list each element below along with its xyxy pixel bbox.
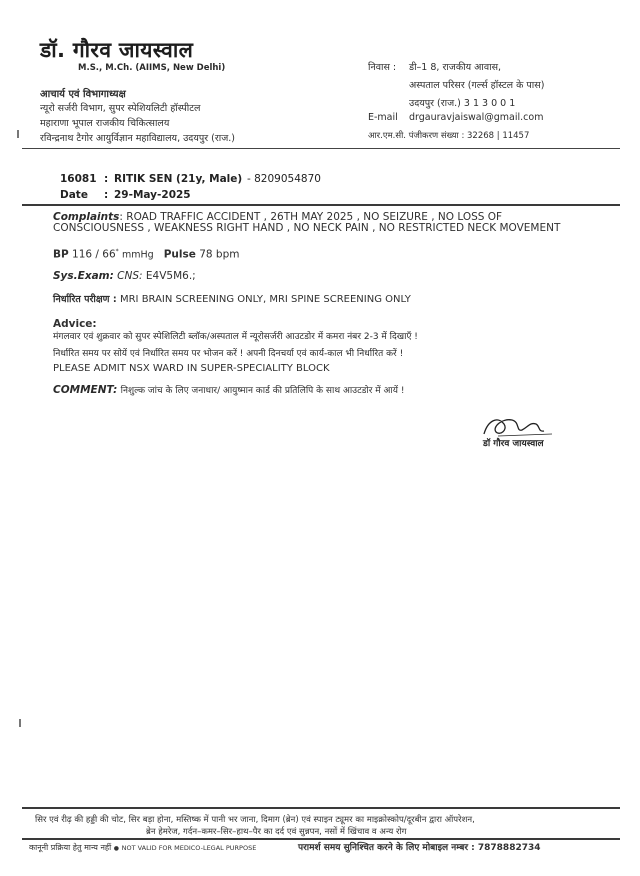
signature-name: डॉ गौरव जायस्वाल: [483, 439, 544, 449]
patient-name: RITIK SEN (21y, Male): [114, 173, 243, 185]
patient-id-separator: :: [104, 173, 109, 185]
patient-divider: [22, 204, 620, 206]
complaints-line-2: CONSCIOUSNESS , WEAKNESS RIGHT HAND , NO NECK PAIN , NO RESTRICTED NECK MOVEMENT: [53, 222, 561, 234]
advice-line-2: निर्धारित समय पर सोयें एवं निर्धारित समय पर भोजन करें ! अपनी दिनचर्या एवं कार्य-काल भी निर्धारित करें !: [53, 349, 404, 359]
date-label: Date: [60, 189, 88, 201]
pulse-value: 78 bpm: [199, 248, 240, 261]
investigations-value: MRI BRAIN SCREENING ONLY, MRI SPINE SCREENING ONLY: [119, 294, 411, 305]
complaints-line-1: : ROAD TRAFFIC ACCIDENT , 26TH MAY 2025 , NO SEIZURE , NO LOSS OF: [119, 211, 503, 223]
footer-services-line-2: ब्रेन हेमरेज, गर्दन–कमर–सिर–हाथ–पैर का दर्द एवं सुन्नपन, नसों में खिंचाव व अन्य रोग: [146, 827, 407, 837]
bp-unit: mmHg: [122, 249, 154, 261]
doctor-degrees: M.S., M.Ch. (AIIMS, New Delhi): [78, 63, 226, 73]
advice-label: Advice:: [53, 318, 97, 330]
margin-mark: [19, 719, 21, 727]
residence-line-1: डी–1 8, राजकीय आवास,: [409, 62, 502, 73]
bp-value: 116 / 66: [72, 248, 116, 261]
residence-label: निवास :: [368, 62, 397, 73]
department: न्यूरो सर्जरी विभाग, सुपर स्पेशियलिटी हॉस्पीटल: [40, 103, 201, 114]
doctor-name: डॉ. गौरव जायस्वाल: [40, 38, 194, 62]
college-name: रविन्द्रनाथ टैगोर आयुर्विज्ञान महाविद्यालय, उदयपुर (राज.): [40, 133, 235, 144]
registration-number: आर.एम.सी. पंजीकरण संख्या : 32268 | 11457: [368, 131, 530, 141]
patient-phone: - 8209054870: [247, 173, 321, 185]
patient-id: 16081: [60, 173, 97, 185]
email-address: drgauravjaiswal@gmail.com: [409, 112, 544, 123]
bp-label: BP: [53, 248, 69, 261]
residence-line-2: अस्पताल परिसर (गर्ल्स हॉस्टल के पास): [409, 80, 545, 91]
complaints-label: Complaints: [53, 211, 120, 223]
sys-exam-label: Sys.Exam: [53, 270, 110, 282]
sys-exam-value: E4V5M6.;: [145, 270, 196, 282]
not-valid-note: NOT VALID FOR MEDICO-LEGAL PURPOSE: [121, 844, 257, 852]
footer-divider-top: [22, 807, 620, 809]
header-divider: [22, 148, 620, 149]
visit-date: 29-May-2025: [114, 189, 191, 201]
advice-line-1: मंगलवार एवं शुक्रवार को सुपर स्पेशिलिटी ब्लॉक/अस्पताल में न्यूरोसर्जरी आउटडोर में कमरा नंबर 2-3 में दिखाएँ !: [53, 332, 418, 342]
email-label: E-mail: [368, 112, 398, 123]
residence-line-3: उदयपुर (राज.) 3 1 3 0 0 1: [409, 98, 516, 109]
legal-note-hindi: कानूनी प्रक्रिया हेतु मान्य नहीं: [29, 843, 112, 852]
comment-label: COMMENT:: [53, 384, 118, 396]
footer-services-line-1: सिर एवं रीढ़ की हड्डी की चोट, सिर बड़ा होना, मस्तिष्क में पानी भर जाना, दिमाग (ब्रेन) एवं स्पाइन ट्यूमर का माइक्रोस्कोप/दूरबीन द्वारा ऑपरेशन,: [35, 815, 475, 825]
comment-text: निशुल्क जांच के लिए जनाधार/ आयुष्मान कार्ड की प्रतिलिपि के साथ आउटडोर में आयें !: [120, 386, 405, 396]
date-separator: :: [104, 189, 109, 201]
margin-mark: [17, 130, 19, 138]
investigations-label: निर्धारित परीक्षण :: [53, 294, 117, 305]
contact-mobile: परामर्श समय सुनिश्चित करने के लिए मोबाइल नम्बर : 7878882734: [298, 843, 541, 853]
bullet-icon: ●: [113, 845, 120, 852]
hospital-name: महाराणा भूपाल राजकीय चिकित्सालय: [40, 118, 170, 129]
designation: आचार्य एवं विभागाध्यक्ष: [40, 89, 126, 100]
cns-label: CNS:: [117, 270, 143, 282]
advice-line-3: PLEASE ADMIT NSX WARD IN SUPER-SPECIALITY BLOCK: [53, 363, 330, 374]
pulse-label: Pulse: [163, 248, 196, 261]
